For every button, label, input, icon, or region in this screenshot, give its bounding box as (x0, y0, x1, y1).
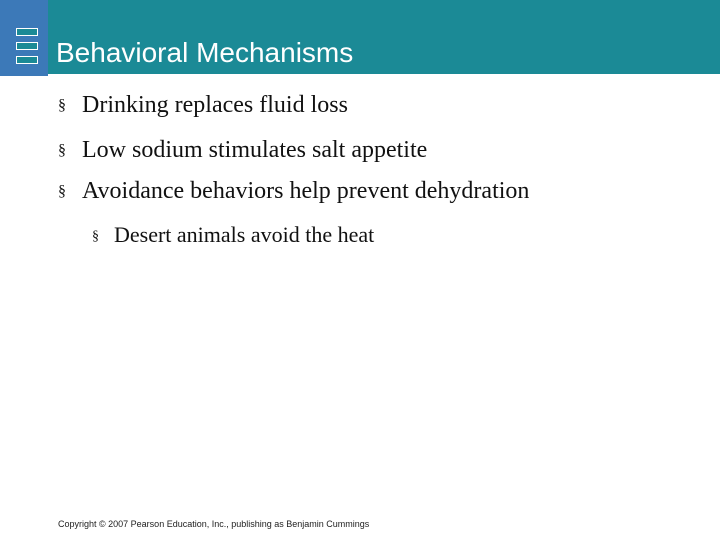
title-underline (48, 74, 720, 76)
bullet-marker-icon: § (58, 142, 66, 159)
bullet-text: Drinking replaces fluid loss (82, 92, 348, 118)
bullet-item (58, 176, 529, 207)
bullet-text: Avoidance behaviors help prevent dehydration (82, 178, 530, 204)
bullet-marker-icon: § (58, 97, 66, 114)
bullet-marker-icon: § (92, 229, 99, 244)
slide-title: Behavioral Mechanisms (56, 37, 354, 68)
logo-bar-icon (16, 42, 38, 50)
logo-block (0, 0, 48, 76)
bullet-item (58, 90, 348, 121)
bullet-text: Low sodium stimulates salt appetite (82, 137, 428, 163)
logo-bar-icon (16, 28, 38, 36)
bullet-marker-icon: § (58, 183, 66, 200)
bullet-item (58, 135, 427, 166)
copyright-footer: Copyright © 2007 Pearson Education, Inc., publishing as Benjamin Cummings (58, 519, 370, 529)
logo-bar-icon (16, 56, 38, 64)
bullet-text: Desert animals avoid the heat (114, 222, 375, 247)
sub-bullet-item (92, 221, 374, 251)
